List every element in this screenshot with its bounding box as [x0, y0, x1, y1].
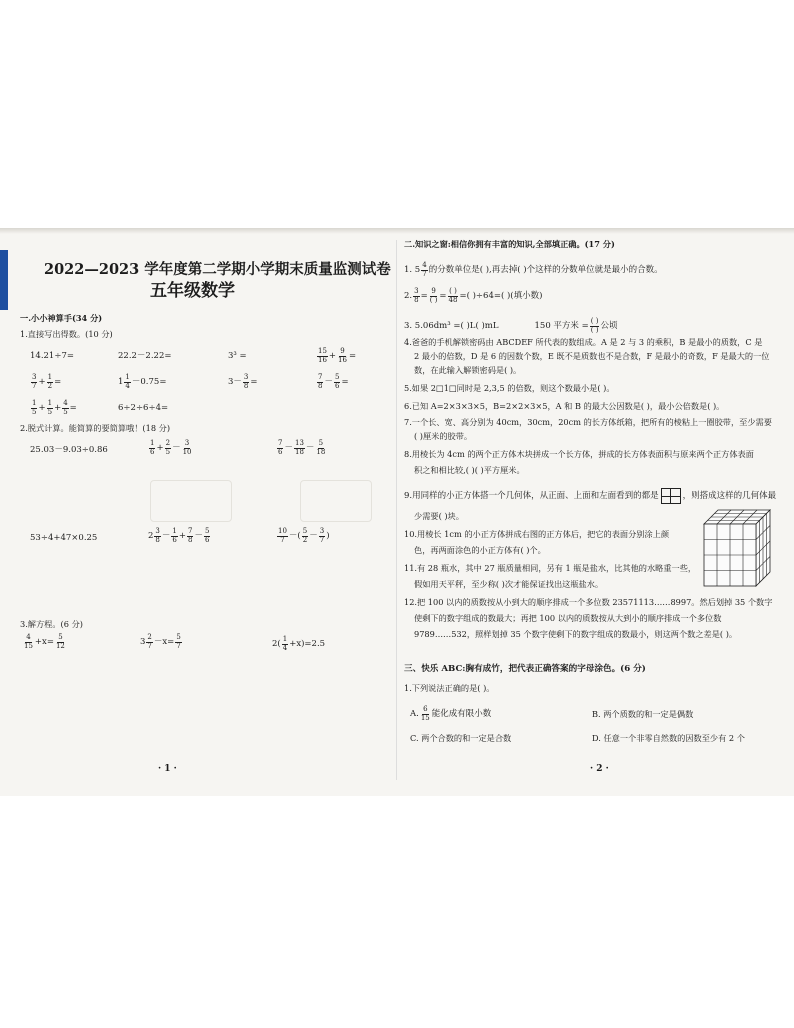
fill-q8-line1: 8.用棱长为 4cm 的两个正方体木块拼成一个长方体，拼成的长方体表面积与原来两个正方体表面	[404, 449, 754, 459]
exam-title: 2022—2023 学年度第二学期小学期末质量监测试卷	[44, 261, 391, 278]
calc-a3: 3³ =	[228, 351, 247, 361]
calc-c1: $\frac{1}{5}$ + $\frac{1}{5}$ + $\frac{4}{5}$ =	[32, 399, 77, 416]
calc-e2: 2 $\frac{3}{8}$ － $\frac{1}{6}$ + $\frac{7}{8}$ － $\frac{5}{6}$	[148, 527, 210, 544]
fill-q6: 6.已知 A=2×3×3×5，B=2×2×3×5，A 和 B 的最大公因数是( )，最小公倍数是( )。	[404, 401, 725, 411]
calc-d3: $\frac{7}{6}$ － $\frac{13}{18}$ － $\frac{5}{18}$	[278, 439, 326, 456]
cube-figure	[702, 508, 772, 588]
page-divider	[396, 240, 397, 780]
fill-q11-line1: 11.有 28 瓶水，其中 27 瓶质量相同，另有 1 瓶是盐水，比其他的水略重一些，	[404, 563, 697, 573]
faint-mark	[300, 480, 372, 522]
fill-q2: 2. $\frac{3}{8}$ = $\frac{9}{( )}$ = $\frac{( )}{48}$ =( )÷64=( )(填小数)	[404, 287, 543, 304]
calc-d1: 25.03－9.03÷0.86	[30, 445, 108, 455]
calc-b1: $\frac{3}{7}$ + $\frac{1}{2}$ =	[32, 373, 62, 390]
fill-q12-line1: 12.把 100 以内的质数按从小到大的顺序排成一个多位数 23571113……8997。然后划掉 35 个数字	[404, 597, 773, 607]
fill-q9-line1: 9.用同样的小正方体搭一个几何体，从正面、上面和左面看到的都是 ，则搭成这样的几何体最	[404, 488, 776, 504]
option-c[interactable]: C. 两个合数的和一定是合数	[410, 733, 512, 743]
calc-e1: 53÷4+47×0.25	[30, 533, 98, 543]
section-1-heading: 一.小小神算手(34 分)	[20, 313, 103, 323]
calc-e3: $\frac{10}{7}$ －( $\frac{5}{2}$ － $\frac{3}{7}$ )	[278, 527, 330, 544]
question-2: 2.脱式计算。能简算的要简算哦！(18 分)	[20, 423, 171, 433]
fill-q7-line2: ( )厘米的胶带。	[414, 431, 473, 441]
page-number-2: · 2 ·	[590, 764, 609, 774]
fill-q8-line2: 积之和相比较,( )( )平方厘米。	[414, 465, 525, 475]
fill-q12-line2: 使剩下的数字组成的数最大；再把 100 以内的质数按从大到小的顺序排成一个多位数	[414, 613, 722, 623]
choice-question-1: 1.下列说法正确的是( )。	[404, 683, 495, 693]
equation-2: 3 $\frac{2}{7}$ －x= $\frac{5}{7}$	[140, 633, 181, 650]
fill-q10-line2: 色，再两面涂色的小正方体有( )个。	[414, 545, 546, 555]
calc-a1: 14.21÷7=	[30, 351, 74, 361]
exam-subtitle: 五年级数学	[150, 281, 235, 301]
fill-q3: 3. 5.06dm³ =( )L( )mL 150 平方米 = $\frac{( )}{( )}$ 公顷	[404, 317, 618, 334]
binding-strip	[0, 250, 8, 310]
calc-b3: 3－ $\frac{3}{8}$ =	[228, 373, 258, 390]
fill-q10-line1: 10.用棱长 1cm 的小正方体拼成右图的正方体后，把它的表面分别涂上颜	[404, 529, 670, 539]
calc-c2: 6÷2÷6÷4=	[118, 403, 169, 413]
section-2-heading: 二.知识之窗:相信你拥有丰富的知识,全部填正确。(17 分)	[404, 239, 615, 249]
fill-q4-line1: 4.爸爸的手机解锁密码由 ABCDEF 所代表的数组成。A 是 2 与 3 的乘积，B 是最小的质数，C 是	[404, 337, 763, 347]
question-3: 3.解方程。(6 分)	[20, 619, 83, 629]
fill-q11-line2: 假如用天平秤，至少称( )次才能保证找出这瓶盐水。	[414, 579, 604, 589]
calc-a4: $\frac{15}{16}$ + $\frac{9}{16}$ =	[318, 347, 357, 364]
fill-q7-line1: 7.一个长、宽、高分别为 40cm，30cm，20cm 的长方体纸箱，把所有的棱粘上一圈胶带，至少需要	[404, 417, 772, 427]
view-grid-icon	[661, 488, 681, 504]
fill-q4-line3: 数，在此输入解锁密码是( )。	[414, 365, 522, 375]
calc-d2: $\frac{1}{6}$ + $\frac{2}{5}$ － $\frac{3}{10}$	[150, 439, 192, 456]
calc-b2: 1 $\frac{1}{4}$ －0.75=	[118, 373, 167, 390]
equation-3: 2( $\frac{1}{4}$ +x)=2.5	[272, 635, 326, 652]
option-b[interactable]: B. 两个质数的和一定是偶数	[592, 709, 694, 719]
fill-q12-line3: 9789……532，照样划掉 35 个数字使剩下的数字组成的数最小，则这两个数之差是( )。	[414, 629, 738, 639]
fill-q5: 5.如果 2□1□同时是 2,3,5 的倍数，则这个数最小是( )。	[404, 383, 615, 393]
section-3-heading: 三、快乐 ABC:胸有成竹，把代表正确答案的字母涂色。(6 分)	[404, 664, 646, 674]
fill-q4-line2: 2 最小的倍数，D 是 6 的因数个数，E 既不是质数也不是合数，F 是最小的奇数，F 是最大的一位	[414, 351, 770, 361]
fill-q1: 1. 5 $\frac{4}{7}$ 的分数单位是( ),再去掉( )个这样的分数单位就是最小的合数。	[404, 261, 663, 278]
equation-1: $\frac{4}{15}$ +x= $\frac{5}{12}$	[24, 633, 65, 650]
question-1: 1.直接写出得数。(10 分)	[20, 329, 113, 339]
calc-b4: $\frac{7}{8}$ － $\frac{5}{6}$ =	[318, 373, 349, 390]
faint-mark	[150, 480, 232, 522]
calc-a2: 22.2－2.22=	[118, 351, 172, 361]
option-d[interactable]: D. 任意一个非零自然数的因数至少有 2 个	[592, 733, 745, 743]
page-number-1: · 1 ·	[158, 764, 177, 774]
fill-q9-line2: 少需要( )块。	[414, 511, 464, 521]
option-a[interactable]: A. $\frac{6}{15}$ 能化成有限小数	[410, 705, 492, 722]
